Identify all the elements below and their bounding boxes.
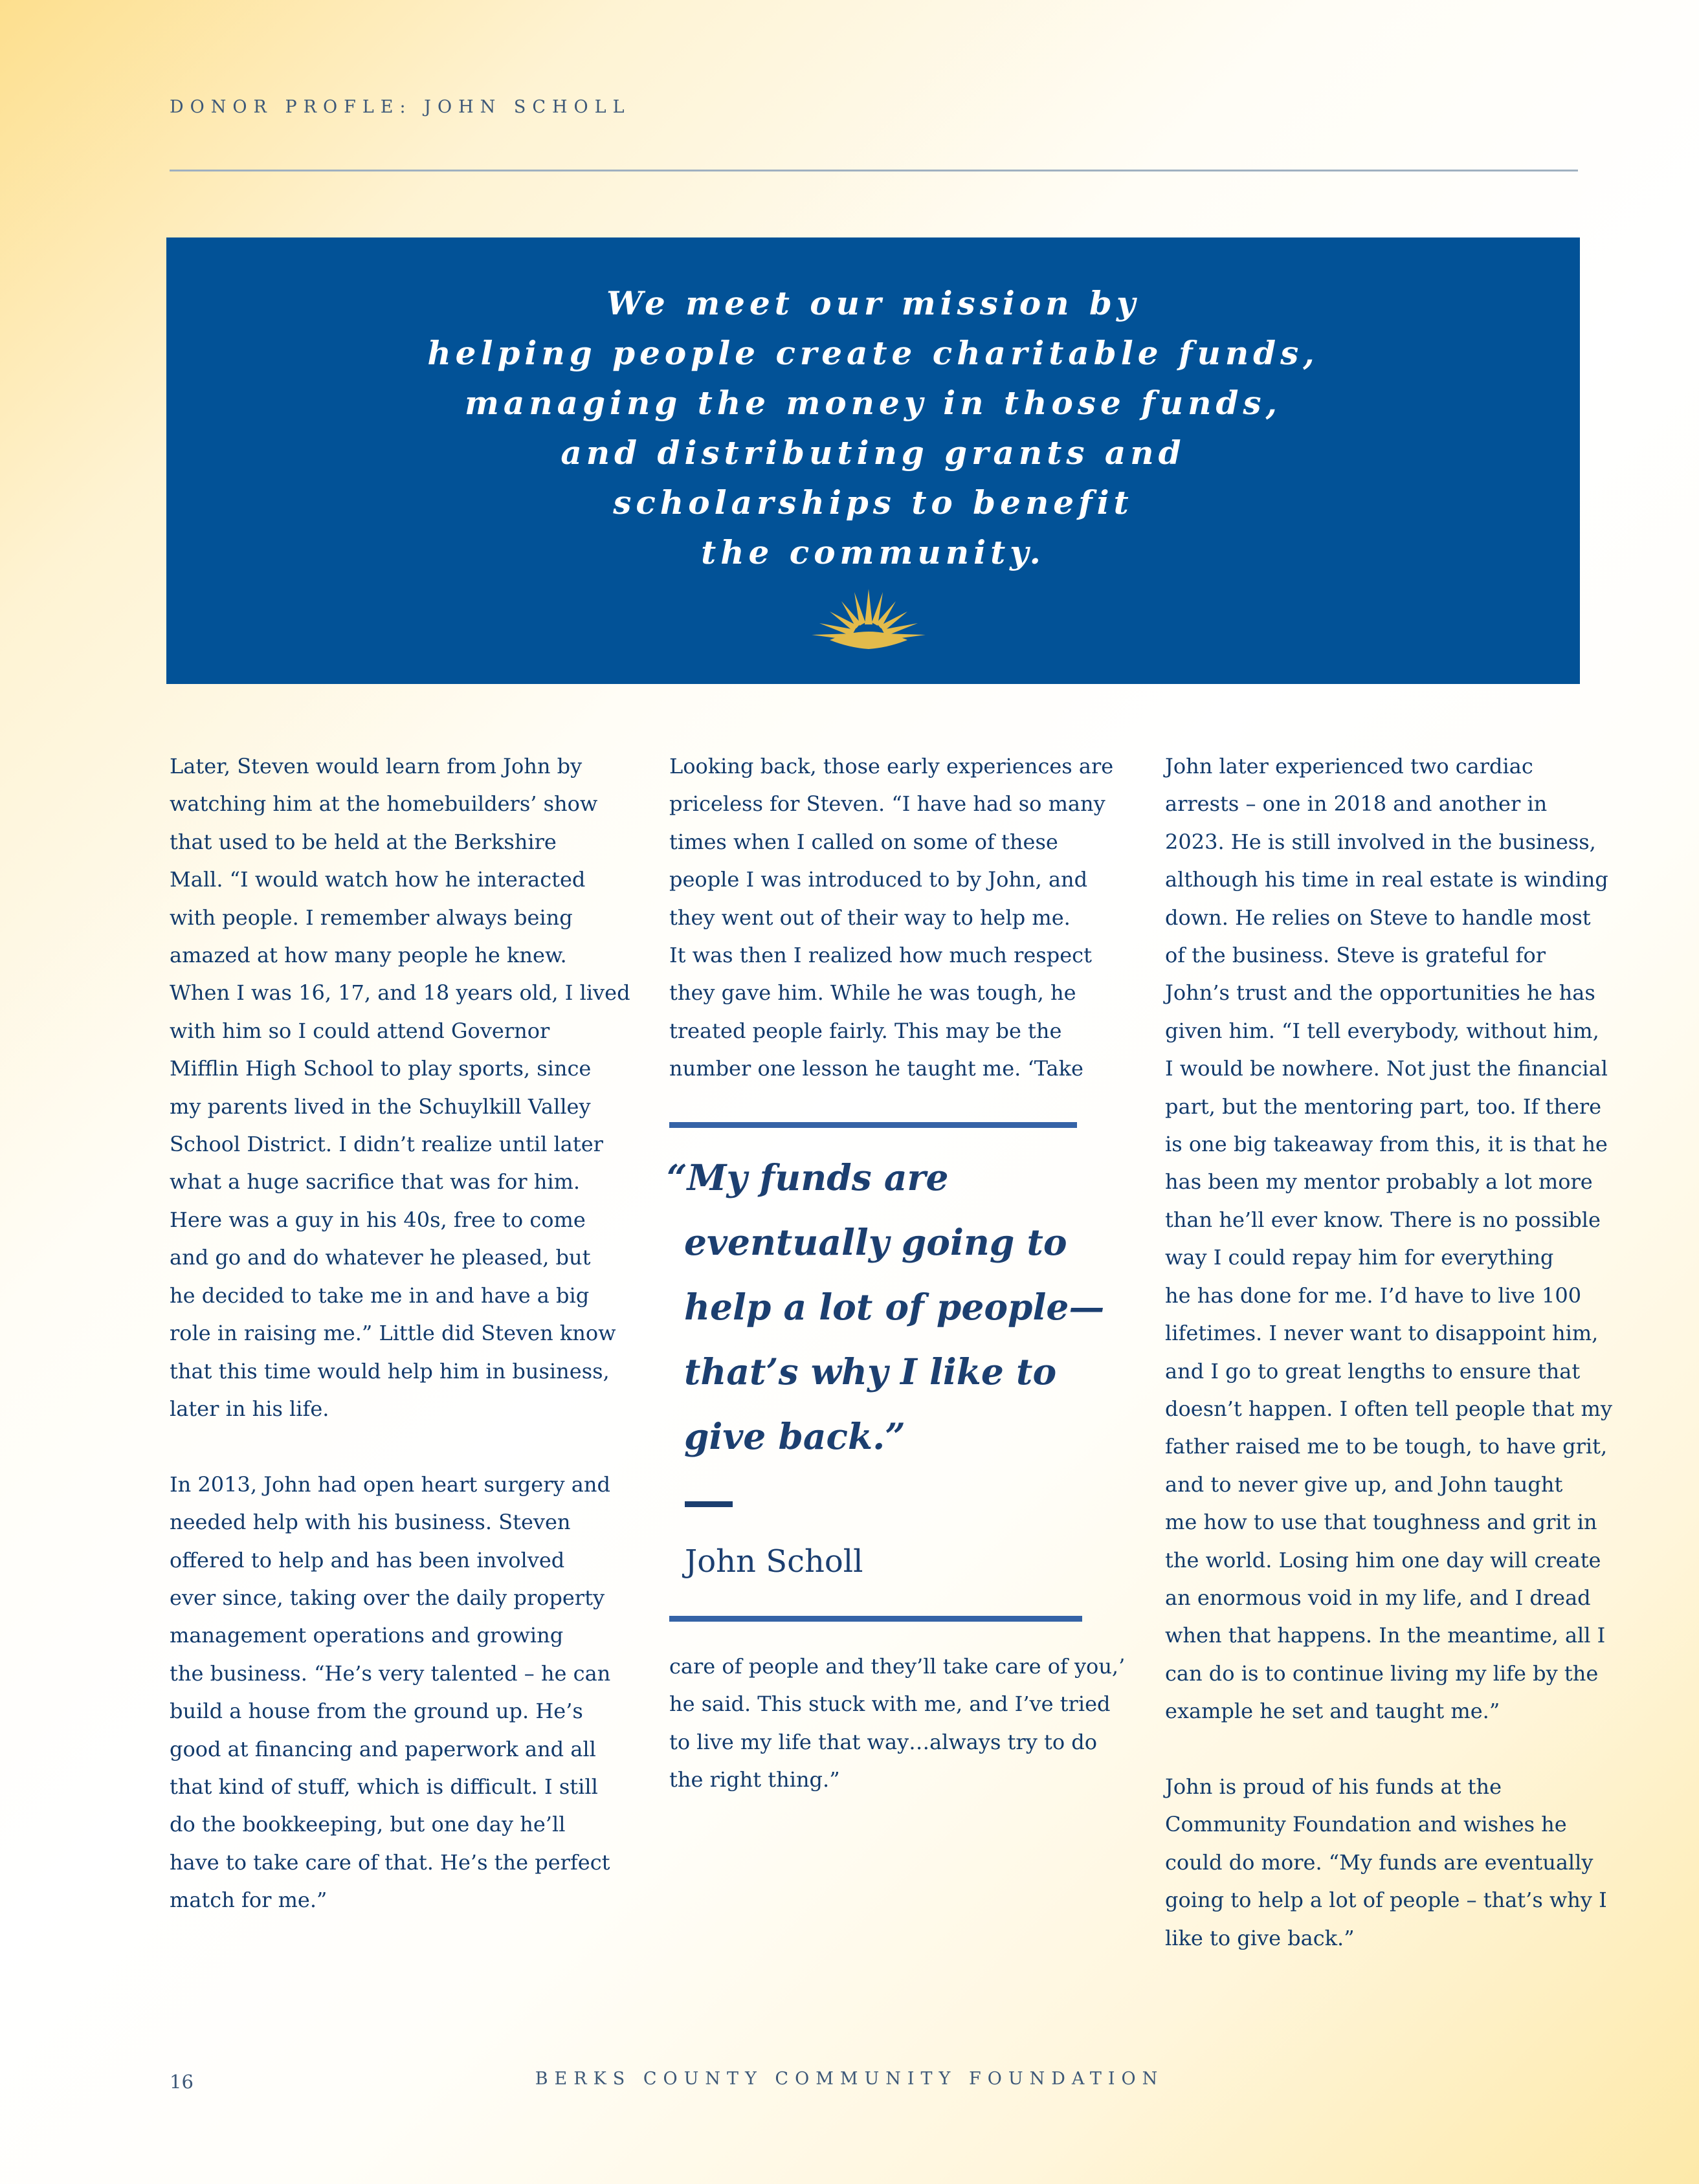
body-line: do the bookkeeping, but one day he’ll — [170, 1812, 566, 1837]
body-line: John later experienced two cardiac — [1165, 754, 1533, 778]
article-column-3 — [1165, 747, 1612, 1957]
body-line: way I could repay him for everything — [1165, 1245, 1554, 1270]
body-line: John is proud of his funds at the — [1165, 1774, 1502, 1799]
body-line: my parents lived in the Schuylkill Valley — [170, 1094, 591, 1119]
mission-line: helping people create charitable funds, — [427, 334, 1319, 372]
body-line: When I was 16, 17, and 18 years old, I lived — [170, 980, 630, 1006]
body-line: arrests – one in 2018 and another in — [1165, 791, 1548, 817]
body-line: what a huge sacrifice that was for him. — [170, 1169, 581, 1195]
pull-quote-dash — [685, 1501, 733, 1507]
body-line: lifetimes. I never want to disappoint him, — [1165, 1321, 1599, 1346]
body-line: father raised me to be tough, to have grit, — [1165, 1434, 1608, 1459]
body-line: number one lesson he taught me. ‘Take — [669, 1056, 1083, 1081]
body-line: School District. I didn’t realize until later — [170, 1132, 603, 1157]
body-line: treated people fairly. This may be the — [669, 1018, 1062, 1043]
body-line: he has done for me. I’d have to live 100 — [1165, 1283, 1582, 1308]
article-column-2-bottom — [669, 1648, 1126, 1799]
pull-quote-author: John Scholl — [685, 1543, 863, 1580]
body-line: going to help a lot of people – that’s why I — [1165, 1888, 1607, 1913]
body-line: part, but the mentoring part, too. If there — [1165, 1094, 1602, 1119]
mission-statement-text — [166, 278, 1580, 577]
body-line: they went out of their way to help me. — [669, 905, 1071, 930]
body-line: good at financing and paperwork and all — [170, 1736, 596, 1761]
body-line: could do more. “My funds are eventually — [1165, 1849, 1594, 1875]
article-column-2-top — [669, 747, 1114, 1088]
body-line: the world. Losing him one day will create — [1165, 1547, 1601, 1572]
body-line: 2023. He is still involved in the business, — [1165, 829, 1596, 854]
body-line: amazed at how many people he knew. — [170, 943, 567, 968]
body-line: have to take care of that. He’s the perfect — [170, 1849, 610, 1875]
body-line: although his time in real estate is winding — [1165, 867, 1608, 892]
body-line: the right thing.” — [669, 1767, 840, 1792]
footer-organization-name: BERKS COUNTY COMMUNITY FOUNDATION — [535, 2069, 1164, 2089]
pull-quote-bottom-rule — [669, 1616, 1082, 1622]
pull-quote-line: help a lot of people— — [684, 1286, 1105, 1328]
body-line: management operations and growing — [170, 1623, 564, 1648]
body-line: match for me.” — [170, 1888, 328, 1913]
body-line: an enormous void in my life, and I dread — [1165, 1585, 1591, 1610]
page-number: 16 — [170, 2071, 194, 2093]
body-line: down. He relies on Steve to handle most — [1165, 905, 1591, 930]
body-line: he said. This stuck with me, and I’ve tried — [669, 1692, 1111, 1717]
body-line: Later, Steven would learn from John by — [170, 754, 583, 778]
body-line: ever since, taking over the daily property — [170, 1585, 605, 1610]
pull-quote — [667, 1145, 1107, 1469]
body-line: that used to be held at the Berkshire — [170, 829, 557, 854]
body-line: me how to use that toughness and grit in — [1165, 1510, 1597, 1535]
body-line: care of people and they’ll take care of you,’ — [669, 1654, 1126, 1679]
body-line: times when I called on some of these — [669, 829, 1058, 854]
pull-quote-line: “My funds are — [667, 1156, 949, 1198]
body-line: like to give back.” — [1165, 1925, 1355, 1950]
section-header-label: DONOR PROFLE: JOHN SCHOLL — [170, 97, 631, 117]
body-line: when that happens. In the meantime, all I — [1165, 1623, 1606, 1648]
body-line: and to never give up, and John taught — [1165, 1472, 1563, 1497]
body-line: Here was a guy in his 40s, free to come — [170, 1207, 586, 1232]
paragraph-gap — [170, 1428, 597, 1465]
body-line: with people. I remember always being — [170, 905, 573, 930]
header-divider — [170, 170, 1578, 171]
body-line: is one big takeaway from this, it is that he — [1165, 1132, 1608, 1157]
body-line: he decided to take me in and have a big — [170, 1283, 590, 1308]
sunburst-icon — [810, 586, 927, 650]
body-line: and I go to great lengths to ensure that — [1165, 1358, 1581, 1384]
pull-quote-line: that’s why I like to — [684, 1351, 1057, 1393]
body-line: people I was introduced to by John, and — [669, 867, 1088, 892]
body-line: I would be nowhere. Not just the financial — [1165, 1056, 1608, 1081]
body-line: and go and do whatever he pleased, but — [170, 1245, 591, 1270]
body-line: they gave him. While he was tough, he — [669, 980, 1076, 1006]
mission-line: managing the money in those funds, — [465, 384, 1282, 422]
body-line: Community Foundation and wishes he — [1165, 1812, 1567, 1837]
article-column-1 — [170, 747, 630, 1919]
body-line: In 2013, John had open heart surgery and — [170, 1472, 610, 1497]
body-line: to live my life that way…always try to do — [669, 1729, 1097, 1754]
body-line: doesn’t happen. I often tell people that my — [1165, 1396, 1612, 1421]
body-line: given him. “I tell everybody, without him, — [1165, 1018, 1599, 1043]
mission-line: scholarships to benefit — [613, 483, 1133, 522]
body-line: needed help with his business. Steven — [170, 1510, 571, 1535]
body-line: John’s trust and the opportunities he has — [1165, 980, 1595, 1006]
body-line: the business. “He’s very talented – he can — [170, 1660, 611, 1686]
body-line: of the business. Steve is grateful for — [1165, 943, 1546, 968]
mission-line: We meet our mission by — [606, 284, 1140, 322]
body-line: watching him at the homebuilders’ show — [170, 791, 598, 817]
paragraph-gap — [1165, 1730, 1592, 1768]
body-line: build a house from the ground up. He’s — [170, 1699, 583, 1724]
body-line: later in his life. — [170, 1396, 329, 1421]
pull-quote-top-rule — [669, 1122, 1077, 1128]
pull-quote-line: give back.” — [684, 1415, 905, 1457]
body-line: Looking back, those early experiences are — [669, 754, 1114, 778]
body-line: than he’ll ever know. There is no possible — [1165, 1207, 1601, 1232]
body-line: Mifflin High School to play sports, since — [170, 1056, 592, 1081]
body-line: role in raising me.” Little did Steven know — [170, 1321, 616, 1346]
body-line: that this time would help him in business, — [170, 1358, 610, 1384]
body-line: with him so I could attend Governor — [170, 1018, 550, 1043]
body-line: offered to help and has been involved — [170, 1547, 565, 1572]
body-line: has been my mentor probably a lot more — [1165, 1169, 1593, 1195]
mission-line: the community. — [701, 533, 1045, 571]
body-line: example he set and taught me.” — [1165, 1699, 1500, 1724]
mission-line: and distributing grants and — [561, 434, 1186, 472]
pull-quote-line: eventually going to — [684, 1221, 1067, 1263]
body-line: It was then I realized how much respect — [669, 943, 1092, 968]
body-line: priceless for Steven. “I have had so many — [669, 791, 1105, 817]
body-line: Mall. “I would watch how he interacted — [170, 867, 586, 892]
body-line: that kind of stuff, which is difficult. I still — [170, 1774, 598, 1799]
body-line: can do is to continue living my life by the — [1165, 1660, 1599, 1686]
